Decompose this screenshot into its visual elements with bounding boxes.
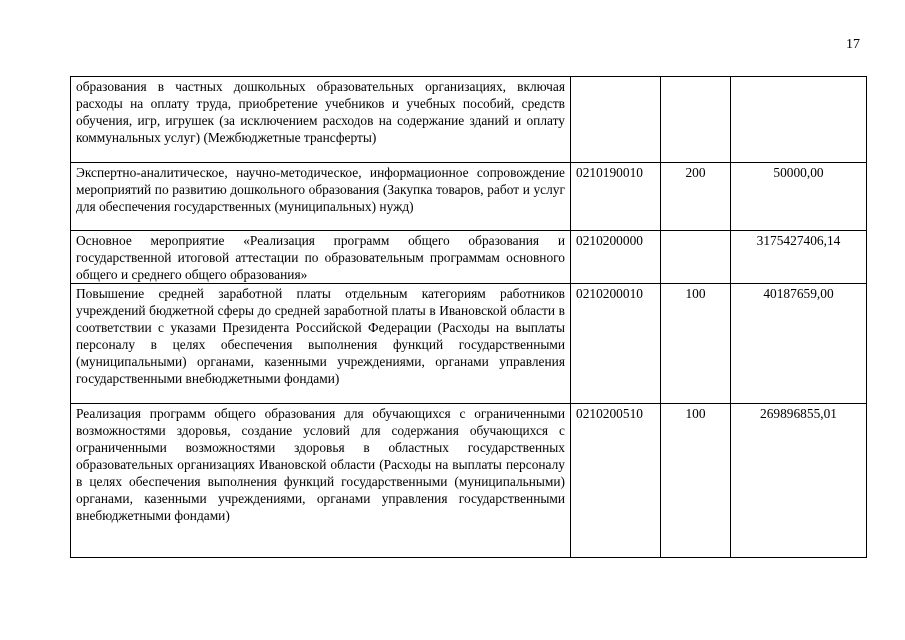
- expense-description: Экспертно-аналитическое, научно-методическое, информационное сопровождение мероприятий по развитию дошкольного образования (Закупка товаров, работ и услуг для обеспечения государственных (муниципальных) нужд): [71, 163, 571, 231]
- expense-description: Реализация программ общего образования для обучающихся с ограниченными возможностями здоровья, создание условий для содержания обучающихся с ограниченными возможностями здоровья в областных государственных образовательных организациях Ивановской области (Расходы на выплаты персоналу в целях обеспечения выполнения функций государственными (муниципальными) органами, казенными учреждениями, органами управления государственными внебюджетными фондами): [71, 404, 571, 558]
- table-row: [71, 77, 867, 163]
- table-row: [71, 284, 867, 404]
- amount: 50000,00: [731, 163, 867, 231]
- budget-table: [70, 76, 867, 558]
- page-number: 17: [846, 37, 860, 52]
- expense-description: Основное мероприятие «Реализация программ общего образования и государственной итоговой аттестации по образовательным программам основного общего и среднего общего образования»: [71, 231, 571, 284]
- expense-type: [661, 231, 731, 284]
- table-row: [71, 404, 867, 558]
- target-code: 0210200510: [571, 404, 661, 558]
- expense-description: Повышение средней заработной платы отдельным категориям работников учреждений бюджетной сферы до средней заработной платы в Ивановской области в соответствии с указами Президента Российской Федерации (Расходы на выплаты персоналу в целях обеспечения выполнения функций государственными (муниципальными) органами, казенными учреждениями, органами управления государственными внебюджетными фондами): [71, 284, 571, 404]
- amount: [731, 77, 867, 163]
- table-row: [71, 231, 867, 284]
- expense-type: 100: [661, 404, 731, 558]
- amount: 3175427406,14: [731, 231, 867, 284]
- target-code: 0210200000: [571, 231, 661, 284]
- target-code: 0210200010: [571, 284, 661, 404]
- target-code: [571, 77, 661, 163]
- expense-type: [661, 77, 731, 163]
- table-row: [71, 163, 867, 231]
- expense-type: 200: [661, 163, 731, 231]
- expense-type: 100: [661, 284, 731, 404]
- amount: 40187659,00: [731, 284, 867, 404]
- amount: 269896855,01: [731, 404, 867, 558]
- target-code: 0210190010: [571, 163, 661, 231]
- expense-description: образования в частных дошкольных образовательных организациях, включая расходы на оплату труда, приобретение учебников и учебных пособий, средств обучения, игр, игрушек (за исключением расходов на содержание зданий и оплату коммунальных услуг) (Межбюджетные трансферты): [71, 77, 571, 163]
